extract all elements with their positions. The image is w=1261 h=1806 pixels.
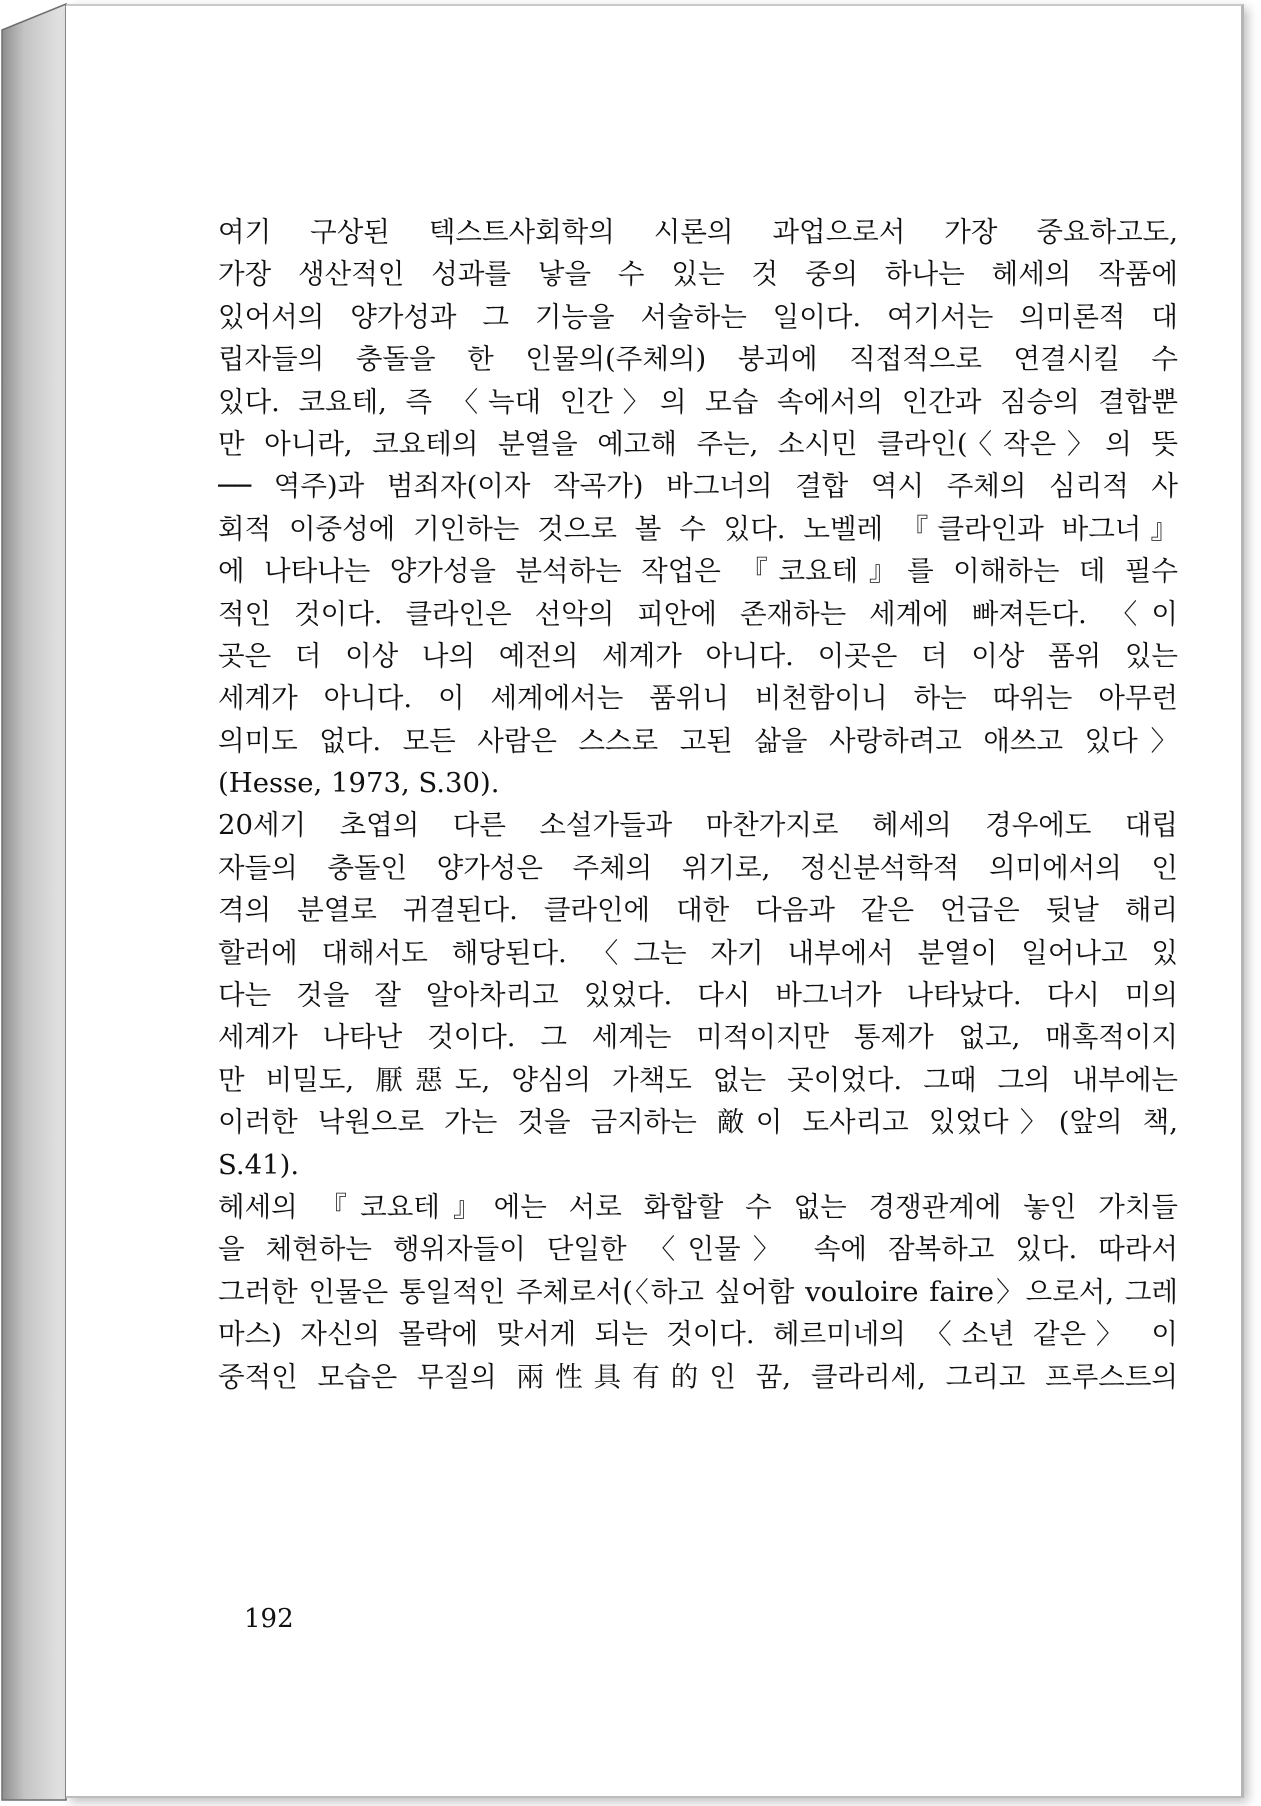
text-line: 20세기 초엽의 다른 소설가들과 마찬가지로 헤세의 경우에도 대립 (218, 809, 1178, 842)
text-line: 마스) 자신의 몰락에 맞서게 되는 것이다. 헤르미네의 〈소년 같은〉 이 (218, 1318, 1178, 1351)
text-line: ── 역주)과 범죄자(이자 작곡가) 바그너의 결합 역시 주체의 심리적 사 (218, 470, 1178, 503)
text-line: 을 체현하는 행위자들이 단일한 〈인물〉 속에 잠복하고 있다. 따라서 (218, 1233, 1178, 1266)
text-line: 회적 이중성에 기인하는 것으로 볼 수 있다. 노벨레 『클라인과 바그너』 (218, 512, 1178, 545)
text-line: 만 아니라, 코요테의 분열을 예고해 주는, 소시민 클라인(〈작은〉의 뜻 (218, 427, 1178, 460)
text-line: 중적인 모습은 무질의 兩性具有的인 꿈, 클라리세, 그리고 프루스트의 (218, 1360, 1178, 1393)
text-line: 세계가 나타난 것이다. 그 세계는 미적이지만 통제가 없고, 매혹적이지 (218, 1021, 1178, 1054)
text-line: 에 나타나는 양가성을 분석하는 작업은 『코요테』를 이해하는 데 필수 (218, 555, 1178, 588)
text-line: 만 비밀도, 厭惡도, 양심의 가책도 없는 곳이었다. 그때 그의 내부에는 (218, 1063, 1178, 1096)
text-line: 립자들의 충돌을 한 인물의(주체의) 붕괴에 직접적으로 연결시킬 수 (218, 343, 1178, 376)
page (66, 4, 1244, 1798)
page-number: 192 (244, 1604, 294, 1634)
text-line: 있어서의 양가성과 그 기능을 서술하는 일이다. 여기서는 의미론적 대 (218, 300, 1178, 333)
text-line: 가장 생산적인 성과를 낳을 수 있는 것 중의 하나는 헤세의 작품에 (218, 258, 1178, 291)
text-line: 다는 것을 잘 알아차리고 있었다. 다시 바그너가 나타났다. 다시 미의 (218, 979, 1178, 1012)
text-line: 곳은 더 이상 나의 예전의 세계가 아니다. 이곳은 더 이상 품위 있는 (218, 639, 1178, 672)
text-line: 자들의 충돌인 양가성은 주체의 위기로, 정신분석학적 의미에서의 인 (218, 851, 1178, 884)
text-line: 의미도 없다. 모든 사람은 스스로 고된 삶을 사랑하려고 애쓰고 있다〉 (218, 724, 1178, 757)
text-line: (Hesse, 1973, S.30). (218, 767, 500, 800)
text-line: 적인 것이다. 클라인은 선악의 피안에 존재하는 세계에 빠져든다. 〈이 (218, 597, 1178, 630)
text-line: 헤세의 『코요테』에는 서로 화합할 수 없는 경쟁관계에 놓인 가치들 (218, 1190, 1178, 1223)
text-line: 할러에 대해서도 해당된다. 〈그는 자기 내부에서 분열이 일어나고 있 (218, 936, 1178, 969)
text-line: 이러한 낙원으로 가는 것을 금지하는 敵이 도사리고 있었다〉(앞의 책, (218, 1106, 1178, 1139)
text-line: 세계가 아니다. 이 세계에서는 품위니 비천함이니 하는 따위는 아무런 (218, 682, 1178, 715)
body-text (218, 211, 1178, 1398)
text-line: 격의 분열로 귀결된다. 클라인에 대한 다음과 같은 언급은 뒷날 해리 (218, 894, 1178, 927)
text-line: 있다. 코요테, 즉 〈늑대 인간〉의 모습 속에서의 인간과 짐승의 결합뿐 (218, 385, 1178, 418)
text-line: 여기 구상된 텍스트사회학의 시론의 과업으로서 가장 중요하고도, (218, 216, 1178, 248)
text-line: 그러한 인물은 통일적인 주체로서(〈하고 싶어함 vouloire faire〉으로서, 그레 (218, 1275, 1178, 1308)
text-line: S.41). (218, 1148, 300, 1181)
